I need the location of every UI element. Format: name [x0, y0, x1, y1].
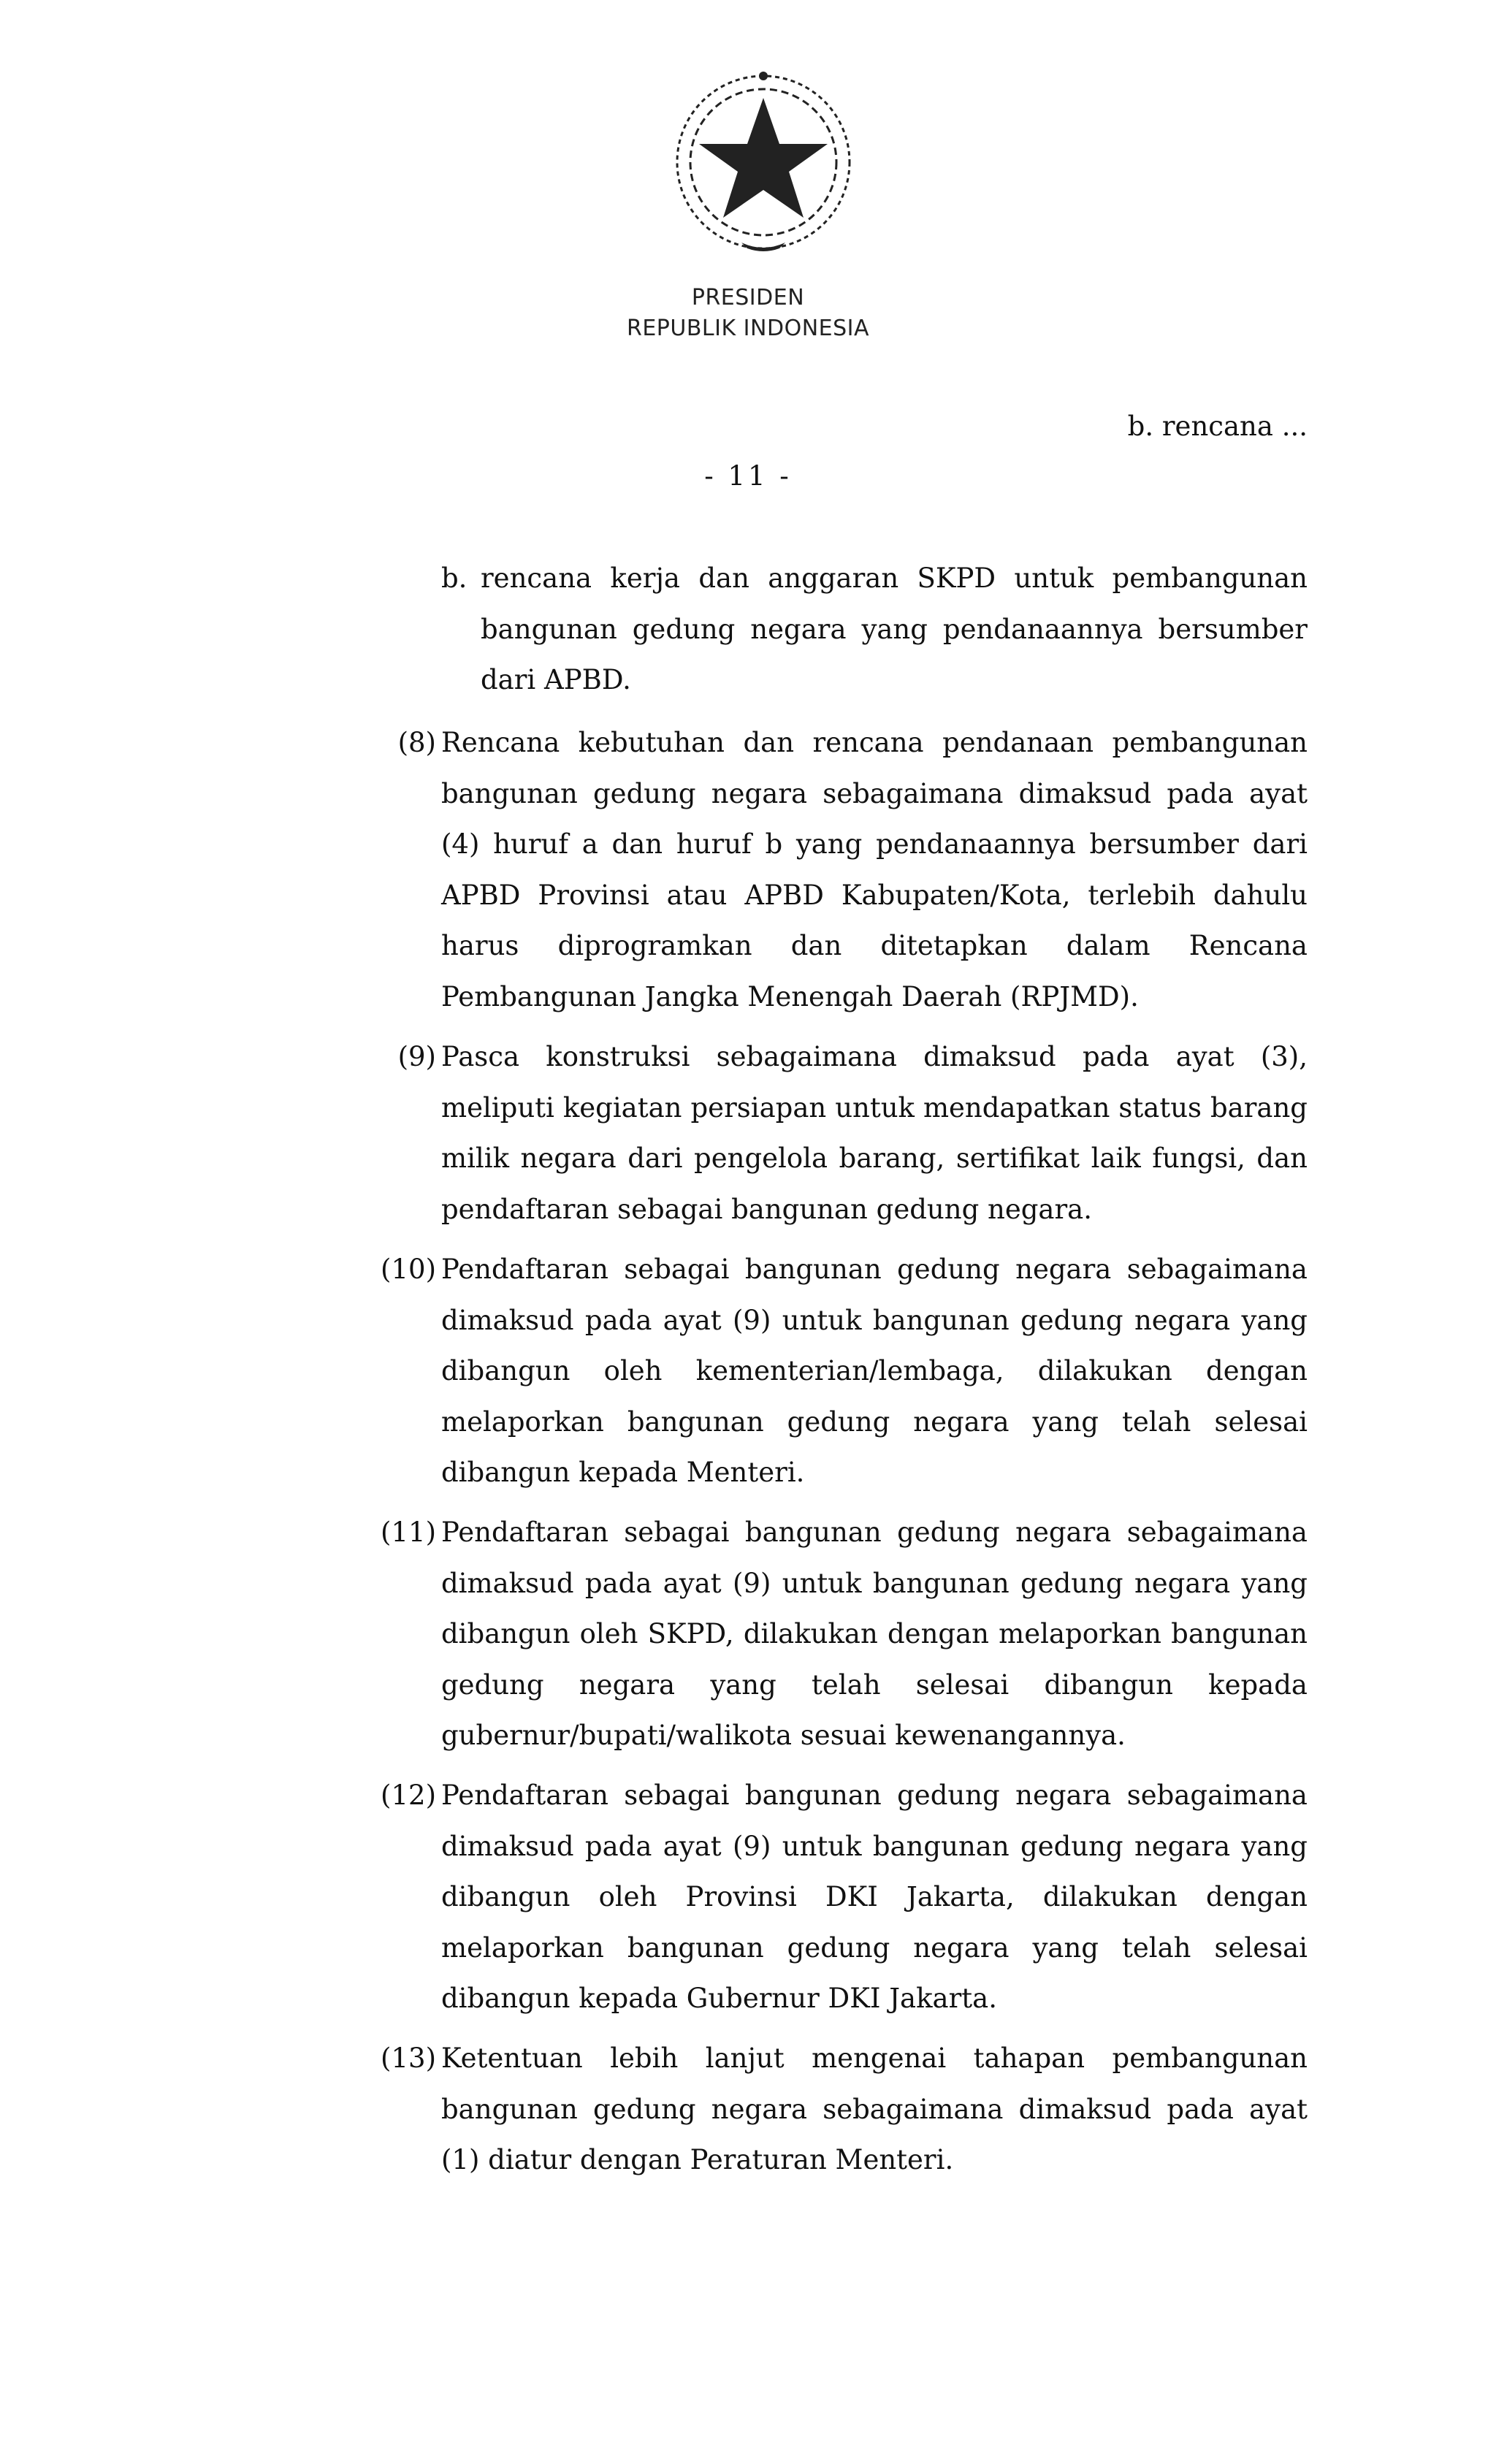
paragraph-number: (13)	[381, 2042, 436, 2074]
header-presiden: PRESIDEN	[691, 285, 805, 310]
catchword-top: b. rencana ...	[1127, 411, 1308, 442]
list-item-text: rencana kerja dan anggaran SKPD untuk pembangunan bangunan gedung negara yang pendanaannya bersumber dari APBD.	[481, 562, 1308, 695]
header-republik-indonesia: REPUBLIK INDONESIA	[626, 316, 869, 341]
paragraph-text: Pendaftaran sebagai bangunan gedung negara sebagaimana dimaksud pada ayat (9) untuk bangunan gedung negara yang dibangun oleh Provinsi DKI Jakarta, dilakukan dengan melaporkan bangunan gedung negara yang telah selesai dibangun kepada Gubernur DKI Jakarta.	[441, 1780, 1308, 2014]
paragraph-number: (9)	[397, 1041, 436, 1072]
paragraph-number: (10)	[381, 1254, 436, 1285]
paragraph-10	[381, 1244, 1308, 1498]
paragraph-text: Rencana kebutuhan dan rencana pendanaan pembangunan bangunan gedung negara sebagaimana dimaksud pada ayat (4) huruf a dan huruf b yang pendanaannya bersumber dari APBD Provinsi atau APBD Kabupaten/Kota, terlebih dahulu harus diprogramkan dan ditetapkan dalam Rencana Pembangunan Jangka Menengah Daerah (RPJMD).	[441, 727, 1308, 1012]
paragraph-number: (11)	[381, 1517, 436, 1548]
list-item-b	[441, 553, 1308, 706]
paragraph-12	[381, 1770, 1308, 2024]
paragraph-8	[397, 717, 1308, 1022]
paragraph-text: Ketentuan lebih lanjut mengenai tahapan pembangunan bangunan gedung negara sebagaimana dimaksud pada ayat (1) diatur dengan Peraturan Menteri.	[441, 2042, 1308, 2175]
garuda-star-wreath-emblem-icon	[661, 60, 866, 264]
paragraph-text: Pendaftaran sebagai bangunan gedung negara sebagaimana dimaksud pada ayat (9) untuk bangunan gedung negara yang dibangun oleh SKPD, dilakukan dengan melaporkan bangunan gedung negara yang telah selesai dibangun kepada gubernur/bupati/walikota sesuai kewenangannya.	[441, 1517, 1308, 1751]
page-number: - 11 -	[704, 460, 792, 492]
paragraph-number: (12)	[381, 1780, 436, 1811]
paragraph-number: (8)	[397, 727, 436, 758]
list-item-marker: b.	[441, 562, 468, 594]
paragraph-13	[381, 2033, 1308, 2186]
paragraph-9	[397, 1031, 1308, 1235]
paragraph-11	[381, 1507, 1308, 1761]
paragraph-text: Pendaftaran sebagai bangunan gedung negara sebagaimana dimaksud pada ayat (9) untuk bangunan gedung negara yang dibangun oleh kementerian/lembaga, dilakukan dengan melaporkan bangunan gedung negara yang telah selesai dibangun kepada Menteri.	[441, 1254, 1308, 1488]
paragraph-text: Pasca konstruksi sebagaimana dimaksud pada ayat (3), meliputi kegiatan persiapan untuk mendapatkan status barang milik negara dari pengelola barang, sertifikat laik fungsi, dan pendaftaran sebagai bangunan gedung negara.	[441, 1041, 1308, 1225]
